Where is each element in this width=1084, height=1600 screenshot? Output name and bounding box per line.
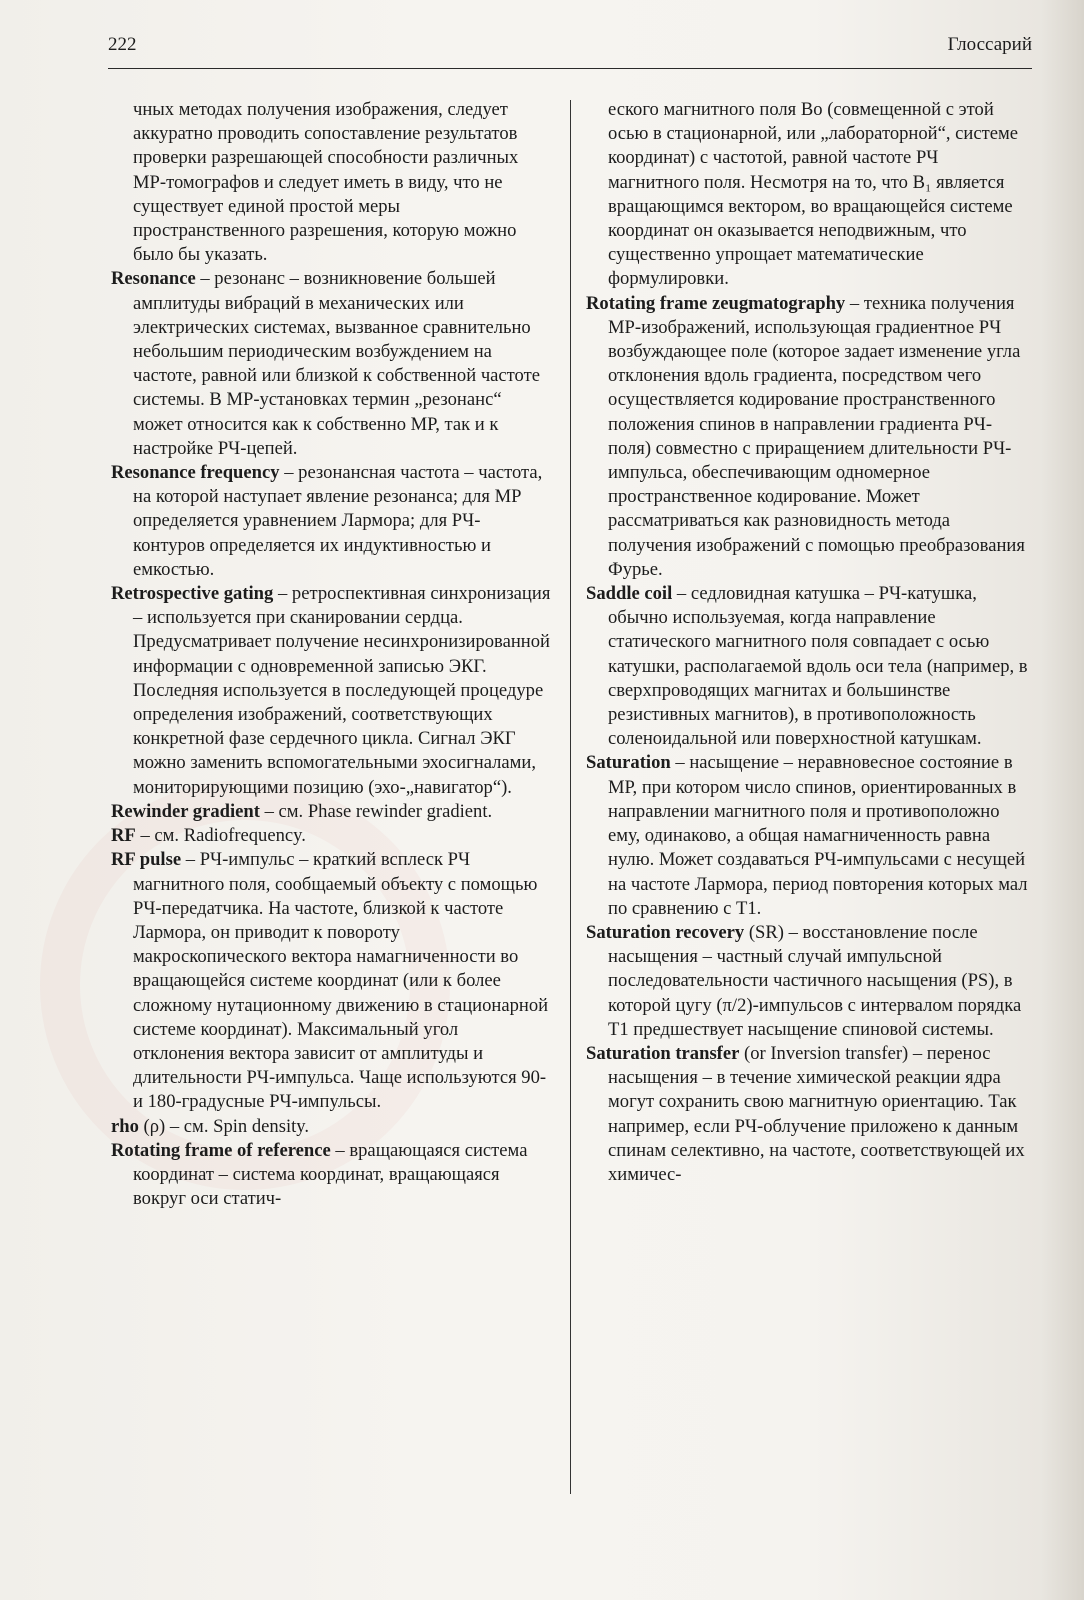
glossary-entry <box>586 98 1032 292</box>
glossary-entry <box>586 921 1032 1042</box>
column-divider <box>570 100 571 1494</box>
entry-term: Resonance frequency <box>111 462 280 484</box>
glossary-entry <box>111 848 551 1114</box>
entry-text: – резонансная частота – частота, на которой наступает явление резонанса; для МР определяется уравнением Лармора; для РЧ-контуров определяется их индуктивностью и емкостью. <box>133 462 543 580</box>
entry-text: – насыщение – неравновесное состояние в МР, при котором число спинов, ориентированных в направлении магнитного поля и противоположно ему, одинаково, а общая намагниченность равна нулю. Может создаваться РЧ-импульсами с несущей на частоте Лармора, период повторения которых мал по сравнению с Т1. <box>608 752 1028 919</box>
entry-term: Rewinder gradient <box>111 800 260 822</box>
glossary-entry <box>586 582 1032 751</box>
entry-text: – ретроспективная синхронизация – используется при сканировании сердца. Предусматривает получение несинхронизированной информации с одновременной записью ЭКГ. Последняя используется в последующей процедуре определения изображений, соответствующих конкретной фазе сердечного цикла. Сигнал ЭКГ можно заменить вспомогательными эхосигналами, мониторирующими позицию (эхо-„навигатор“). <box>133 583 551 798</box>
entry-term: Rotating frame zeugmatography <box>586 292 846 314</box>
glossary-entry <box>111 98 551 267</box>
entry-text: (ρ) – см. Spin density. <box>138 1115 310 1137</box>
entry-term: Rotating frame of reference <box>111 1139 331 1161</box>
entry-term: Saddle coil <box>586 583 673 605</box>
entry-term: rho <box>111 1115 139 1137</box>
entry-text: чных методах получения изображения, следует аккуратно проводить сопоставление результатов проверки разрешающей способности различных МР-томографов и следует иметь в виду, что не существует единой простой меры пространственного разрешения, которую можно было бы указать. <box>133 99 519 266</box>
glossary-entry <box>111 800 551 824</box>
entry-term: Retrospective gating <box>111 583 274 605</box>
entry-text: (SR) – восстановление после насыщения – частный случай импульсной последовательности частичного насыщения (PS), в которой цугу (π/2)-импульсов с интервалом порядка Т1 предшествует насыщение спиновой системы. <box>608 921 1022 1040</box>
left-column <box>111 98 551 1211</box>
glossary-entry <box>111 824 551 848</box>
entry-text: еского магнитного поля Bo (совмещенной с этой осью в стационарной, или „лабораторной“, системе координат) с частотой, равной частоте РЧ магнитного поля. Несмотря на то, что B₁ является вращающимся вектором, во вращающейся системе координат он оказывается неподвижным, что существенно упрощает математические формулировки. <box>608 99 1019 290</box>
glossary-entry <box>586 292 1032 582</box>
glossary-entry <box>111 1115 551 1139</box>
entry-text: – РЧ-импульс – краткий всплеск РЧ магнитного поля, сообщаемый объекту с помощью РЧ-передатчика. На частоте, близкой к частоте Лармора, он приводит к повороту макроскопического вектора намагниченности во вращающейся системе координат (или к более сложному нутационному движению в стационарной системе координат). Максимальный угол отклонения вектора зависит от амплитуды и длительности РЧ-импульса. Чаще используются 90- и 180-градусные РЧ-импульсы. <box>133 849 549 1113</box>
glossary-entry <box>111 267 551 461</box>
glossary-entry <box>586 751 1032 920</box>
glossary-entry <box>111 461 551 582</box>
entry-term: RF <box>111 825 136 847</box>
entry-text: – резонанс – возникновение большей амплитуды вибраций в механических или электрических системах, вызванное сравнительно небольшим периодическим возбуждением на частоте, равной или близкой к собственной частоте системы. В МР-установках термин „резонанс“ может относится как к собственно МР, так и к настройке РЧ-цепей. <box>133 268 540 459</box>
page-header <box>108 30 1032 69</box>
running-title: Глоссарий <box>947 34 1032 55</box>
entry-term: Saturation transfer <box>586 1042 740 1064</box>
entry-text: – см. Radiofrequency. <box>135 825 306 847</box>
glossary-entry <box>111 582 551 800</box>
entry-term: Saturation <box>586 752 671 774</box>
entry-text: – седловидная катушка – РЧ-катушка, обычно используемая, когда направление статического магнитного поля совпадает с осью катушки, располагаемой вдоль оси тела (например, в сверхпроводящих магнитах и большинстве резистивных магнитов), в противоположность соленоидальной или поверхностной катушкам. <box>608 583 1028 750</box>
entry-text: – техника получения МР-изображений, использующая градиентное РЧ возбуждающее поле (которое задает изменение угла отклонения вдоль градиента, посредством чего осуществляется кодирование пространственного положения спинов в направлении градиента РЧ-поля) совместно с приращением длительности РЧ-импульса, обеспечивающим одномерное пространственное кодирование. Может рассматриваться как разновидность метода получения изображений с помощью преобразования Фурье. <box>608 292 1025 580</box>
entry-text: – вращающаяся система координат – система координат, вращающаяся вокруг оси статич- <box>133 1139 528 1210</box>
glossary-entry <box>111 1139 551 1212</box>
entry-text: (or Inversion transfer) – перенос насыщения – в течение химической реакции ядра могут сохранить свою магнитную ориентацию. Так например, если РЧ-облучение приложено к данным спинам селективно, на частоте, соответствующей их химичес- <box>608 1042 1025 1185</box>
glossary-entry <box>586 1042 1032 1187</box>
entry-term: Saturation recovery <box>586 921 745 943</box>
entry-term: RF pulse <box>111 849 182 871</box>
entry-term: Resonance <box>111 268 196 290</box>
page-number: 222 <box>108 34 137 55</box>
entry-text: – см. Phase rewinder gradient. <box>259 800 493 822</box>
right-column <box>586 98 1032 1187</box>
